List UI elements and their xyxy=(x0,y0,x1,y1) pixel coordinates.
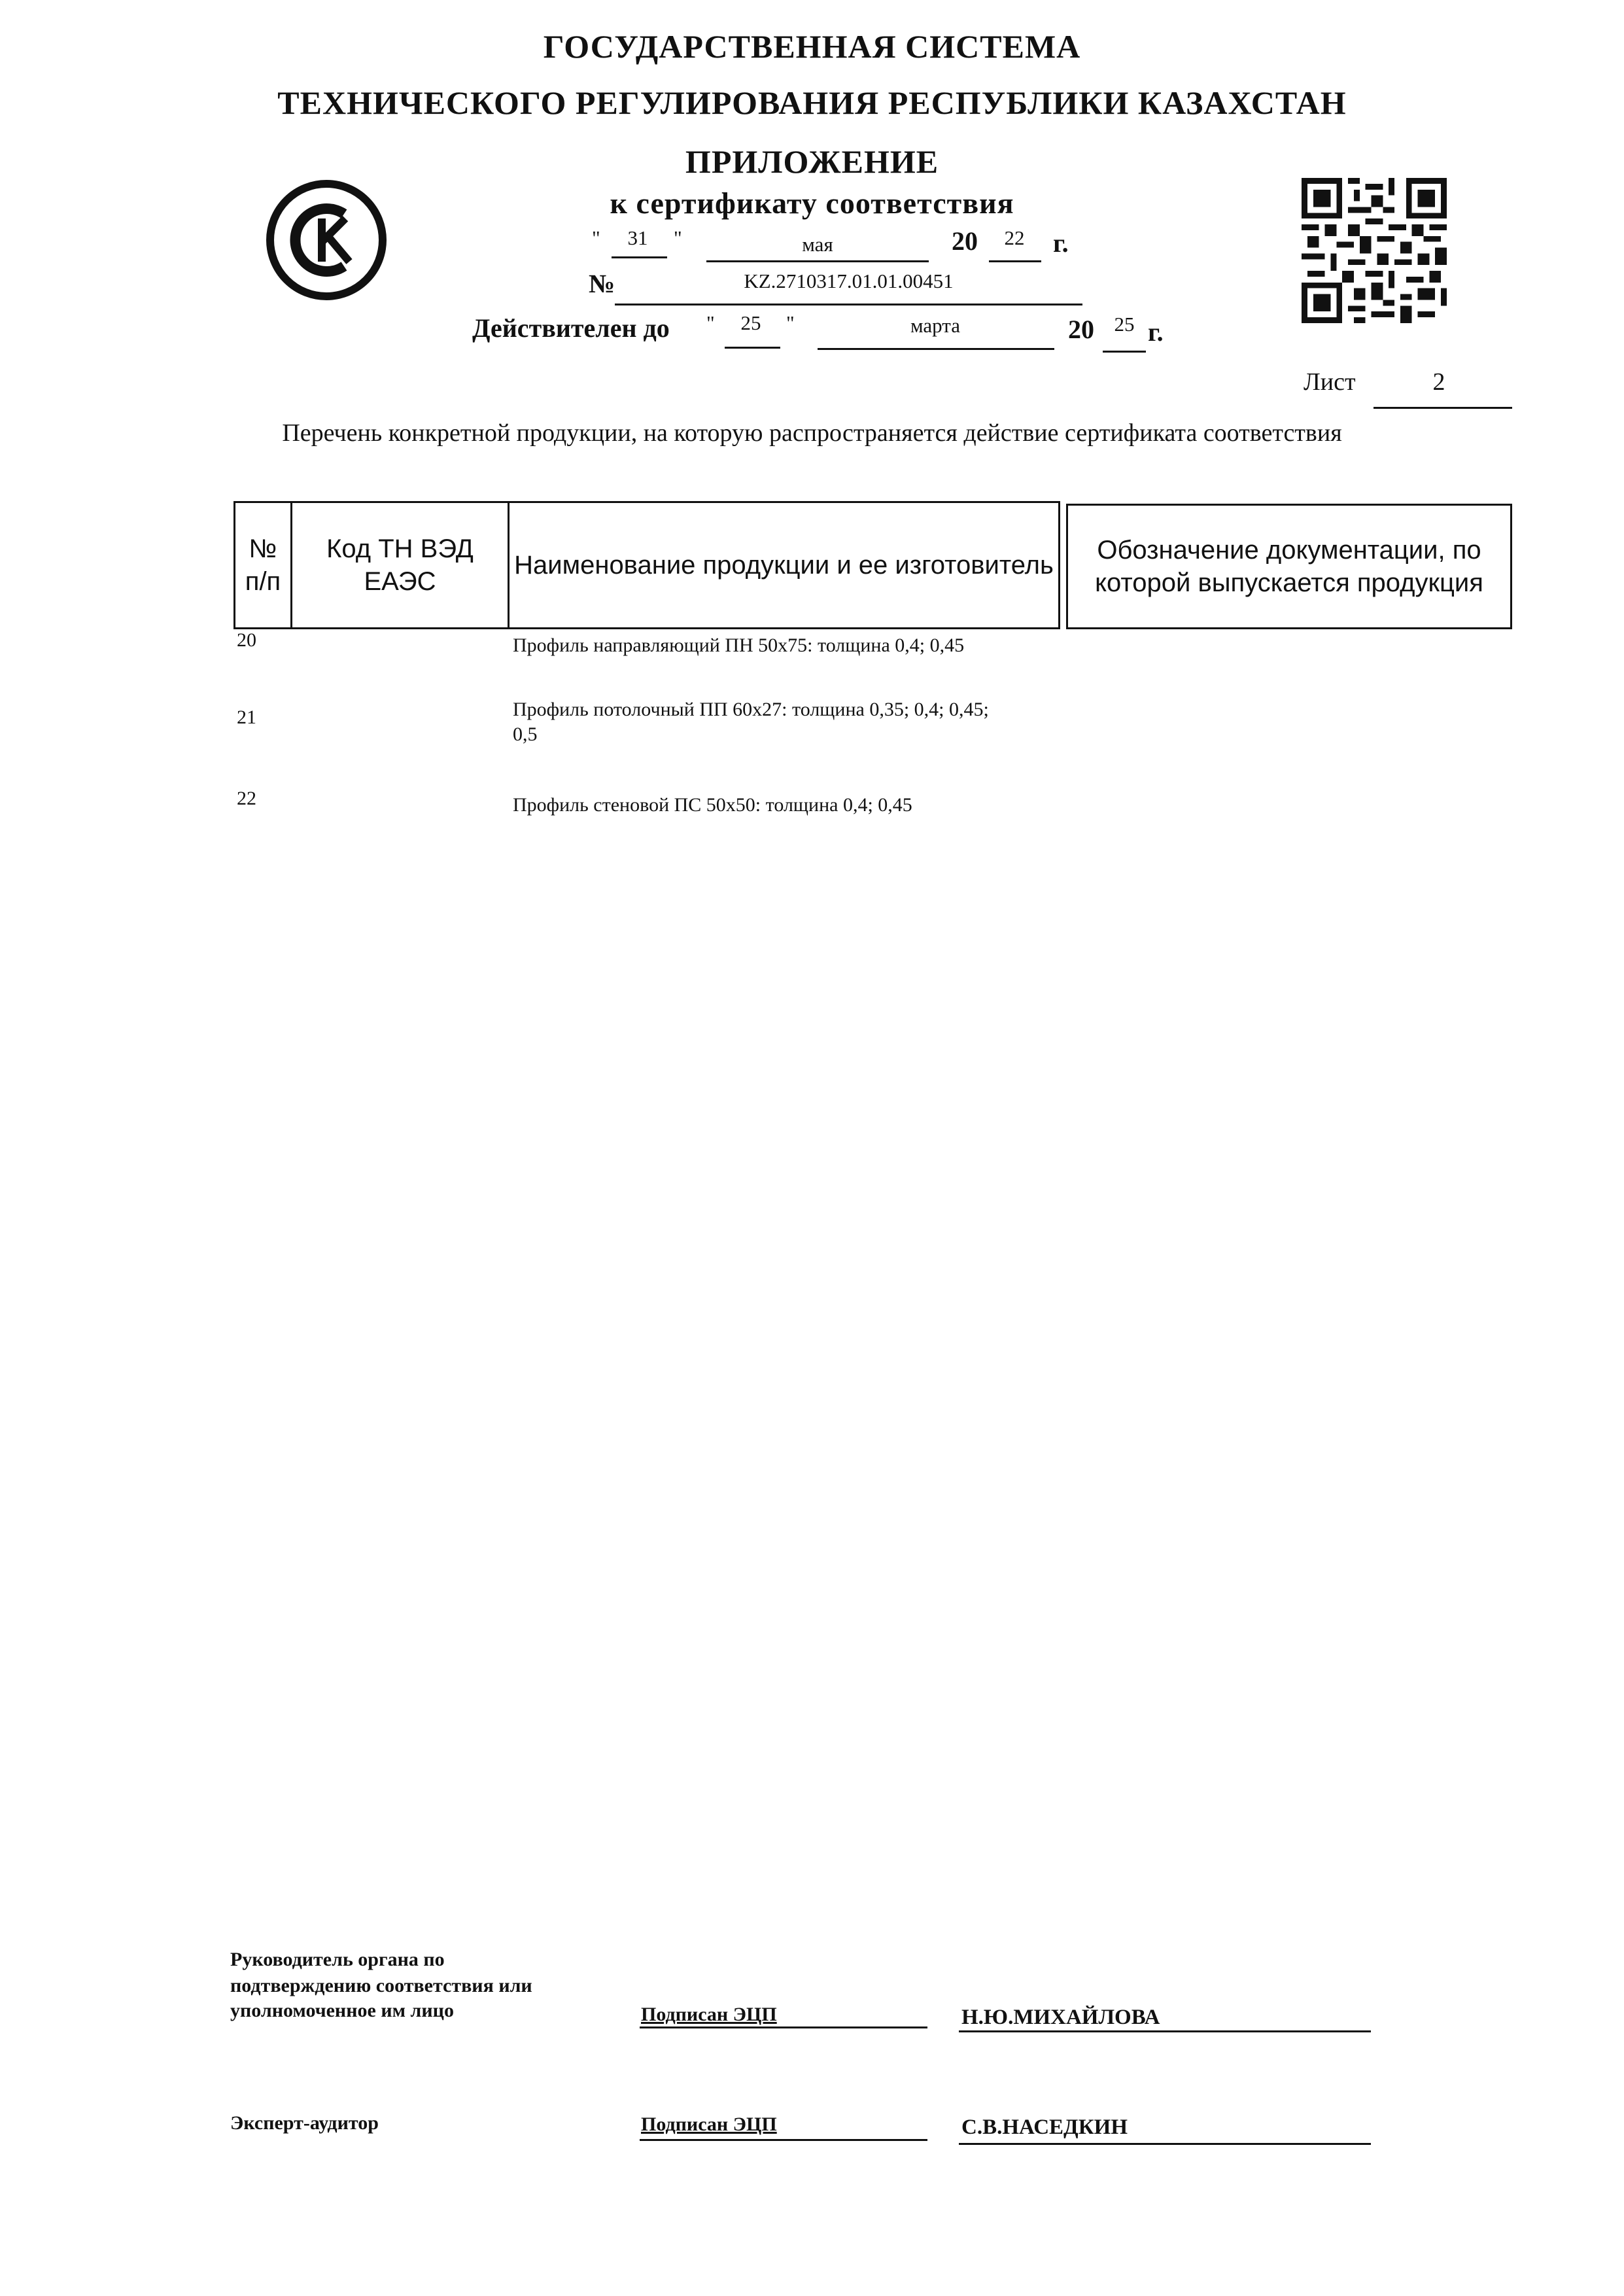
valid-year-prefix: 20 xyxy=(1068,315,1094,344)
header-line-2: ТЕХНИЧЕСКОГО РЕГУЛИРОВАНИЯ РЕСПУБЛИКИ КАЗАХСТАН xyxy=(277,84,1347,121)
head-signature: Подписан ЭЦП xyxy=(641,2004,777,2025)
sheet-label: Лист xyxy=(1304,368,1356,396)
expert-role: Эксперт-аудитор xyxy=(230,2112,379,2134)
doc-title: ПРИЛОЖЕНИЕ xyxy=(685,143,939,180)
valid-month: марта xyxy=(910,314,960,337)
table-header-documentation: Обозначение документации, по которой выпускается продукция xyxy=(1066,504,1512,629)
issue-year-suffix: 22 xyxy=(1004,226,1025,249)
valid-quote-open: " xyxy=(706,311,715,334)
expert-signature: Подписан ЭЦП xyxy=(641,2113,777,2135)
issue-month: мая xyxy=(802,233,833,256)
table-header-number: № п/п xyxy=(233,501,292,629)
head-role-line-3: уполномоченное им лицо xyxy=(230,2000,454,2021)
valid-label: Действителен до xyxy=(472,313,670,343)
issue-quote-open: " xyxy=(592,226,600,249)
issue-year-prefix: 20 xyxy=(952,226,978,256)
issue-day: 31 xyxy=(627,226,648,249)
table-row-number: 21 xyxy=(237,706,256,728)
table-row-number: 20 xyxy=(237,629,256,651)
sheet-number: 2 xyxy=(1432,368,1445,396)
issue-year-unit: г. xyxy=(1053,228,1069,258)
table-row-product: Профиль направляющий ПН 50х75: толщина 0,4; 0,45 xyxy=(513,635,965,656)
cert-number-value: KZ.2710317.01.01.00451 xyxy=(744,270,954,292)
issue-quote-close: " xyxy=(674,226,682,249)
cert-number-label: № xyxy=(589,269,615,298)
expert-name: С.В.НАСЕДКИН xyxy=(961,2115,1128,2139)
header-line-1: ГОСУДАРСТВЕННАЯ СИСТЕМА xyxy=(543,28,1081,65)
valid-day: 25 xyxy=(740,311,761,334)
table-row-product: Профиль потолочный ПП 60х27: толщина 0,35; 0,4; 0,45; xyxy=(513,699,989,720)
kz-certification-seal-icon xyxy=(264,178,389,302)
valid-year-unit: г. xyxy=(1148,317,1164,347)
table-row-number: 22 xyxy=(237,788,256,809)
product-list-title: Перечень конкретной продукции, на которую распространяется действие сертификата соответствия xyxy=(282,419,1342,447)
head-name: Н.Ю.МИХАЙЛОВА xyxy=(961,2006,1160,2029)
table-header-code: Код ТН ВЭД ЕАЭС xyxy=(290,501,510,629)
doc-subtitle: к сертификату соответствия xyxy=(610,186,1014,220)
valid-year-suffix: 25 xyxy=(1114,313,1135,336)
valid-quote-close: " xyxy=(786,311,795,334)
table-header-product-name: Наименование продукции и ее изготовитель xyxy=(508,501,1060,629)
table-row-product-continued: 0,5 xyxy=(513,723,538,745)
table-row-product: Профиль стеновой ПС 50х50: толщина 0,4; 0,45 xyxy=(513,794,912,816)
head-role-line-2: подтверждению соответствия или xyxy=(230,1975,532,1996)
qr-code-icon xyxy=(1302,178,1447,323)
head-role-line-1: Руководитель органа по xyxy=(230,1949,445,1970)
